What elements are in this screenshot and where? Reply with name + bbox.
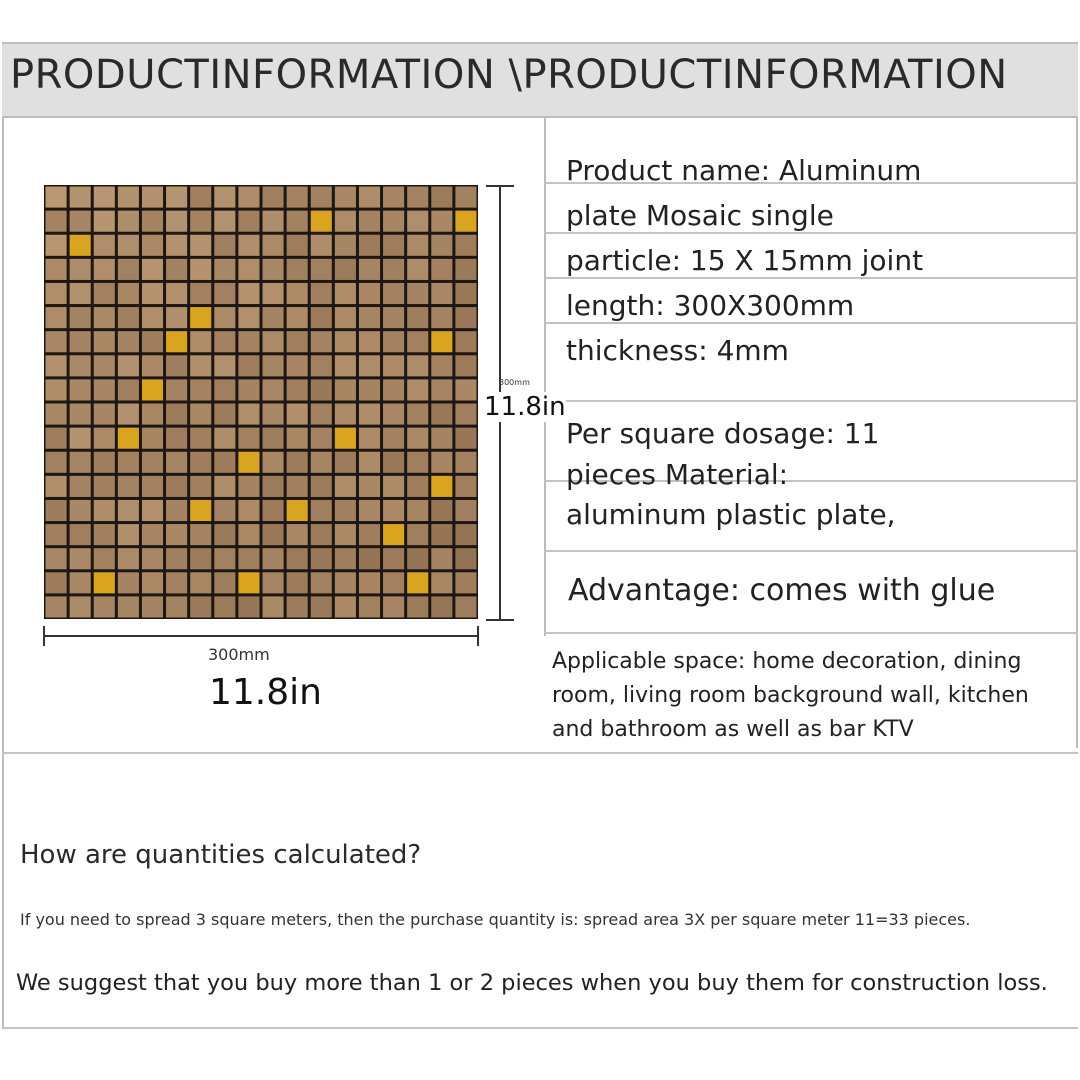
product-name-line: Product name: Aluminum (566, 154, 922, 187)
material-line: pieces Material: (566, 458, 789, 491)
quantity-explanation: If you need to spread 3 square meters, then the purchase quantity is: spread area 3X per square meter 11=33 pieces. (20, 910, 971, 929)
applicable-line: room, living room background wall, kitchen (552, 683, 1029, 708)
advantage-line: Advantage: comes with glue (568, 573, 996, 608)
product-name-line: plate Mosaic single (566, 199, 834, 232)
material-line: aluminum plastic plate, (566, 498, 896, 531)
applicable-line: Applicable space: home decoration, dining (552, 649, 1022, 674)
thickness-line: thickness: 4mm (566, 334, 789, 367)
vertical-inch-label: 11.8in (484, 392, 566, 422)
horizontal-mm-label: 300mm (208, 645, 270, 664)
vertical-mm-label: 300mm (499, 378, 530, 387)
applicable-line: and bathroom as well as bar KTV (552, 717, 914, 742)
page-title: PRODUCTINFORMATION \PRODUCTINFORMATION (10, 52, 1008, 98)
purchase-suggestion: We suggest that you buy more than 1 or 2 pieces when you buy them for construction loss. (16, 970, 1048, 996)
length-line: length: 300X300mm (566, 289, 855, 322)
quantity-heading: How are quantities calculated? (20, 840, 422, 870)
particle-line: particle: 15 X 15mm joint (566, 244, 924, 277)
horizontal-inch-label: 11.8in (209, 672, 322, 713)
dosage-line: Per square dosage: 11 (566, 417, 880, 450)
